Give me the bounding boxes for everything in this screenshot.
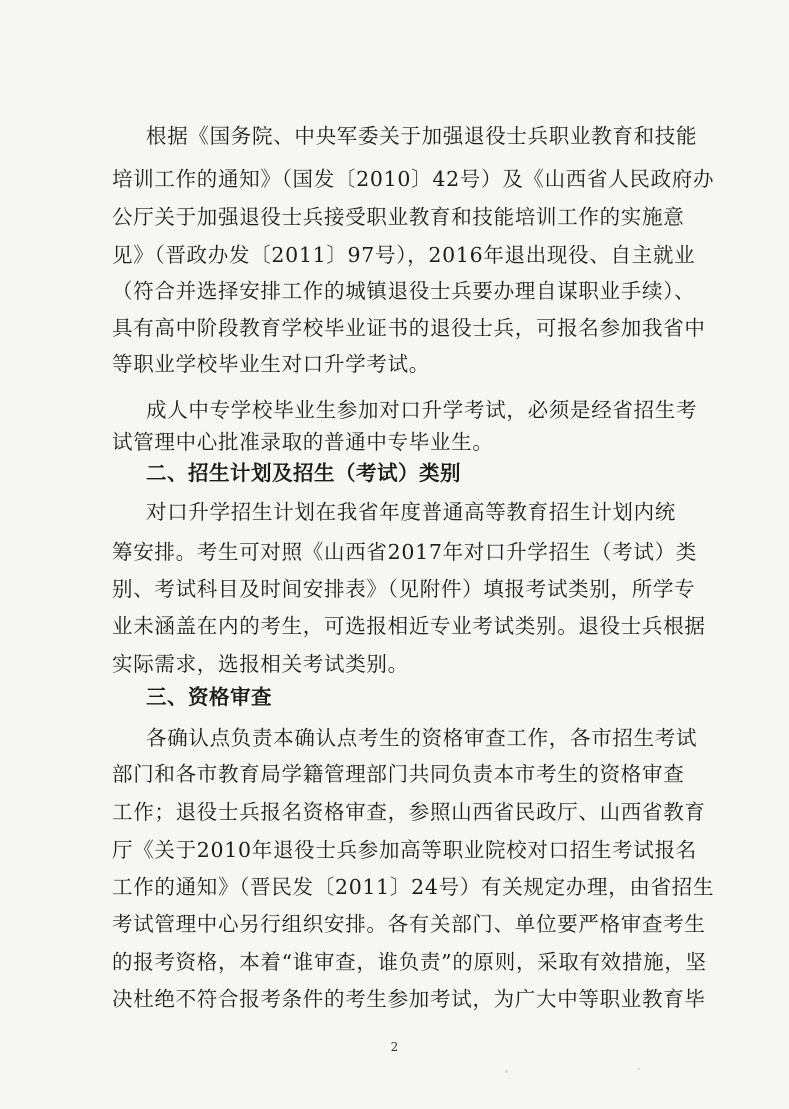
- text-line: 公厅关于加强退役士兵接受职业教育和技能培训工作的实施意: [112, 205, 685, 229]
- section-heading: 二、招生计划及招生（考试）类别: [146, 461, 461, 485]
- text-line: 培训工作的通知》（国发〔2010〕42号）及《山西省人民政府办: [112, 167, 715, 191]
- text-line: 的报考资格，本着“谁审查，谁负责”的原则，采取有效措施，坚: [112, 950, 707, 974]
- text-line: 厅《关于2010年退役士兵参加高等职业院校对口招生考试报名: [112, 838, 697, 862]
- text-line: 考试管理中心另行组织安排。各有关部门、单位要严格审查考生: [112, 912, 706, 936]
- text-line: 成人中专学校毕业生参加对口升学考试，必须是经省招生考: [146, 398, 698, 422]
- text-line: 见》（晋政办发〔2011〕97号），2016年退出现役、自主就业: [112, 243, 696, 267]
- section-heading: 三、资格审查: [146, 685, 272, 709]
- text-line: 根据《国务院、中央军委关于加强退役士兵职业教育和技能: [146, 124, 698, 148]
- text-line: 部门和各市教育局学籍管理部门共同负责本市考生的资格审查: [112, 762, 685, 786]
- text-line: 工作的通知》（晋民发〔2011〕24号）有关规定办理，由省招生: [112, 875, 715, 899]
- page-number: 2: [390, 1040, 399, 1054]
- text-line: 等职业学校毕业生对口升学考试。: [112, 352, 430, 376]
- text-line: （符合并选择安排工作的城镇退役士兵要办理自谋职业手续）、: [112, 279, 696, 303]
- scan-speck: [505, 1070, 508, 1073]
- text-line: 试管理中心批准录取的普通中专毕业生。: [112, 430, 494, 454]
- text-line: 别、考试科目及时间安排表》（见附件）填报考试类别，所学专: [112, 577, 696, 601]
- text-line: 工作；退役士兵报名资格审查，参照山西省民政厅、山西省教育: [112, 800, 706, 824]
- text-line: 各确认点负责本确认点考生的资格审查工作，各市招生考试: [146, 726, 698, 750]
- text-line: 实际需求，选报相关考试类别。: [112, 652, 409, 676]
- text-line: 对口升学招生计划在我省年度普通高等教育招生计划内统: [146, 500, 676, 524]
- text-line: 决杜绝不符合报考条件的考生参加考试，为广大中等职业教育毕: [112, 987, 706, 1011]
- text-line: 具有高中阶段教育学校毕业证书的退役士兵，可报名参加我省中: [112, 316, 706, 340]
- scan-speck: [638, 1068, 640, 1070]
- text-line: 业未涵盖在内的考生，可选报相近专业考试类别。退役士兵根据: [112, 614, 706, 638]
- text-line: 筹安排。考生可对照《山西省2017年对口升学招生（考试）类: [112, 540, 697, 564]
